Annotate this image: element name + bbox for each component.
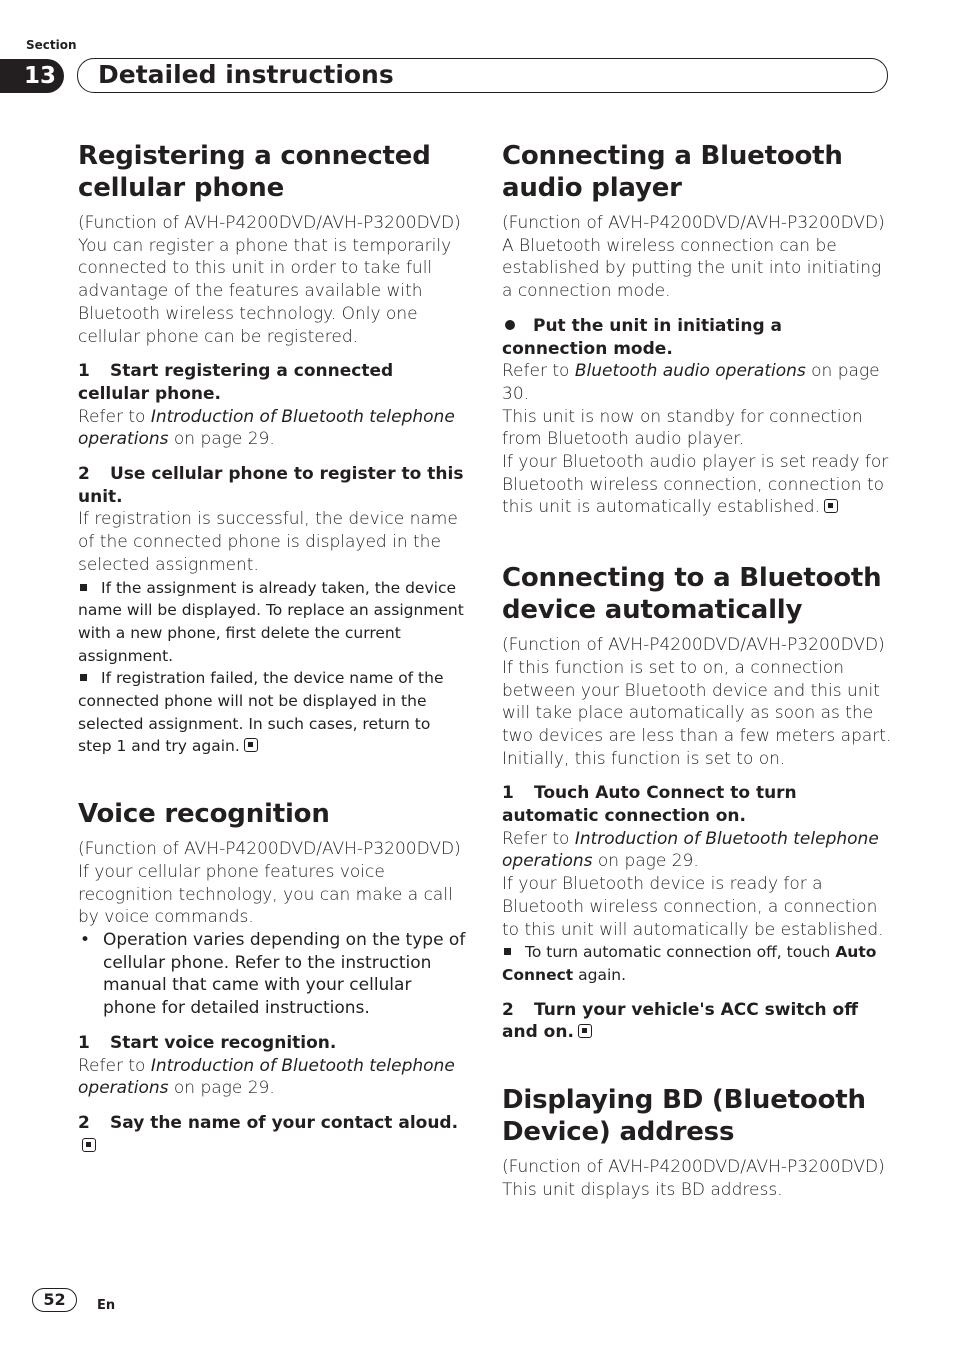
section-number-tab: 13	[0, 59, 64, 93]
function-note: (Function of AVH-P4200DVD/AVH-P3200DVD)	[78, 839, 461, 860]
step-text: Start registering a connected cellular phone.	[78, 361, 394, 404]
heading-bd-address: Displaying BD (Bluetooth Device) address	[502, 1085, 866, 1148]
ref-suffix: on page 29.	[168, 1078, 275, 1099]
function-note: (Function of AVH-P4200DVD/AVH-P3200DVD)	[502, 213, 885, 233]
step-number: 2	[78, 1112, 90, 1133]
step-1	[502, 782, 892, 827]
reference	[502, 828, 892, 873]
end-mark-icon	[82, 1138, 96, 1152]
right-column	[502, 140, 892, 1202]
note-text: To turn automatic connection off, touch	[525, 943, 836, 962]
step-text: Use cellular phone to register to this unit.	[78, 464, 464, 507]
step-2	[502, 999, 892, 1044]
audio-text-2-content: If your Bluetooth audio player is set ready for Bluetooth wireless connection, connection to this unit is automatically established.	[502, 452, 889, 518]
ref-suffix: on page 29.	[592, 851, 699, 872]
step-text: Touch Auto Connect to turn automatic connection on.	[502, 783, 797, 827]
left-column	[78, 140, 468, 1157]
step-1	[78, 1032, 468, 1055]
ref-prefix: Refer to	[78, 406, 151, 427]
step-1	[78, 360, 468, 405]
step-2-text: If registration is successful, the device name of the connected phone is displayed in the selected assignment.	[78, 509, 458, 575]
heading-audio-player: Connecting a Bluetooth audio player	[502, 141, 843, 203]
step-bullet	[502, 315, 892, 360]
square-bullet-icon	[504, 948, 511, 955]
note-2	[78, 667, 468, 758]
audio-intro: A Bluetooth wireless connection can be established by putting the unit into initiating a connection mode.	[502, 235, 882, 302]
bd-intro: This unit displays its BD address.	[502, 1179, 783, 1200]
list-item	[78, 929, 468, 1020]
ref-prefix: Refer to	[502, 828, 575, 849]
audio-text-2	[502, 451, 892, 519]
voice-intro: If your cellular phone features voice recognition technology, you can make a call by voice commands.	[78, 861, 453, 928]
page-number: 52	[32, 1288, 77, 1312]
language-label: En	[97, 1298, 116, 1313]
list-item-text: Operation varies depending on the type of cellular phone. Refer to the instruction manual that came with your cellular phone for detailed instructions.	[103, 929, 466, 1019]
bullet-icon: •	[80, 929, 91, 950]
function-note: (Function of AVH-P4200DVD/AVH-P3200DVD)	[502, 635, 885, 656]
ref-suffix: on page 29.	[168, 429, 275, 450]
reference	[78, 406, 468, 451]
step-text: Put the unit in initiating a connection mode.	[502, 315, 783, 359]
ref-prefix: Refer to	[78, 1055, 151, 1076]
heading-auto-connect: Connecting to a Bluetooth device automatically	[502, 563, 882, 626]
bullet-icon	[505, 320, 515, 330]
ref-link[interactable]: Bluetooth audio operations	[574, 361, 806, 382]
step-number: 1	[78, 361, 90, 382]
step-2	[78, 463, 468, 508]
step-1-text: If your Bluetooth device is ready for a Bluetooth wireless connection, a connection to this unit will automatically be established.	[502, 874, 884, 940]
function-note: (Function of AVH-P4200DVD/AVH-P3200DVD)	[502, 1157, 885, 1178]
reference	[502, 360, 892, 405]
ref-suffix: on page 30.	[502, 361, 880, 404]
step-2	[78, 1112, 468, 1157]
step-text: Turn your vehicle's ACC switch off and on.	[502, 999, 858, 1043]
note-text: If the assignment is already taken, the device name will be displayed. To replace an assignment with a new phone, first delete the current assignment.	[78, 578, 464, 665]
section-title: Detailed instructions	[77, 58, 888, 93]
step-text: Say the name of your contact aloud.	[110, 1112, 459, 1133]
auto-intro-2: Initially, this function is set to on.	[502, 748, 786, 769]
step-number: 1	[502, 783, 514, 804]
note-text: If registration failed, the device name of the connected phone will not be displayed in the selected assignment. In such cases, return to step 1 and try again.	[78, 669, 444, 756]
ref-prefix: Refer to	[502, 361, 575, 382]
reference	[78, 1055, 468, 1100]
ref-link[interactable]: Introduction of Bluetooth telephone operations	[78, 1055, 455, 1099]
step-text: Start voice recognition.	[110, 1032, 337, 1053]
function-note: (Function of AVH-P4200DVD/AVH-P3200DVD)	[78, 213, 461, 233]
note-text-suffix: again.	[573, 965, 627, 984]
section-label: Section	[26, 38, 77, 52]
end-mark-icon	[824, 499, 838, 513]
note-bold-text: Auto Connect	[502, 943, 877, 984]
ref-link[interactable]: Introduction of Bluetooth telephone operations	[78, 406, 455, 450]
heading-registering: Registering a connected cellular phone	[78, 141, 431, 203]
end-mark-icon	[578, 1024, 592, 1038]
registering-intro: You can register a phone that is temporarily connected to this unit in order to take full advantage of the features available with Bluetooth wireless technology. Only one cellular phone can be registered.	[78, 235, 452, 347]
note-1	[78, 577, 468, 668]
square-bullet-icon	[80, 584, 87, 591]
square-bullet-icon	[80, 674, 87, 681]
step-number: 2	[78, 464, 90, 485]
audio-text-1: This unit is now on standby for connection from Bluetooth audio player.	[502, 406, 863, 450]
step-number: 2	[502, 999, 514, 1020]
note	[502, 941, 892, 986]
heading-voice-recognition: Voice recognition	[78, 799, 330, 830]
end-mark-icon	[244, 738, 258, 752]
step-number: 1	[78, 1032, 90, 1053]
bullet-list	[78, 929, 468, 1020]
ref-link[interactable]: Introduction of Bluetooth telephone operations	[502, 828, 879, 872]
auto-intro: If this function is set to on, a connection between your Bluetooth device and this unit will take place automatically as soon as the two devices are less than a few meters apart.	[502, 657, 892, 746]
